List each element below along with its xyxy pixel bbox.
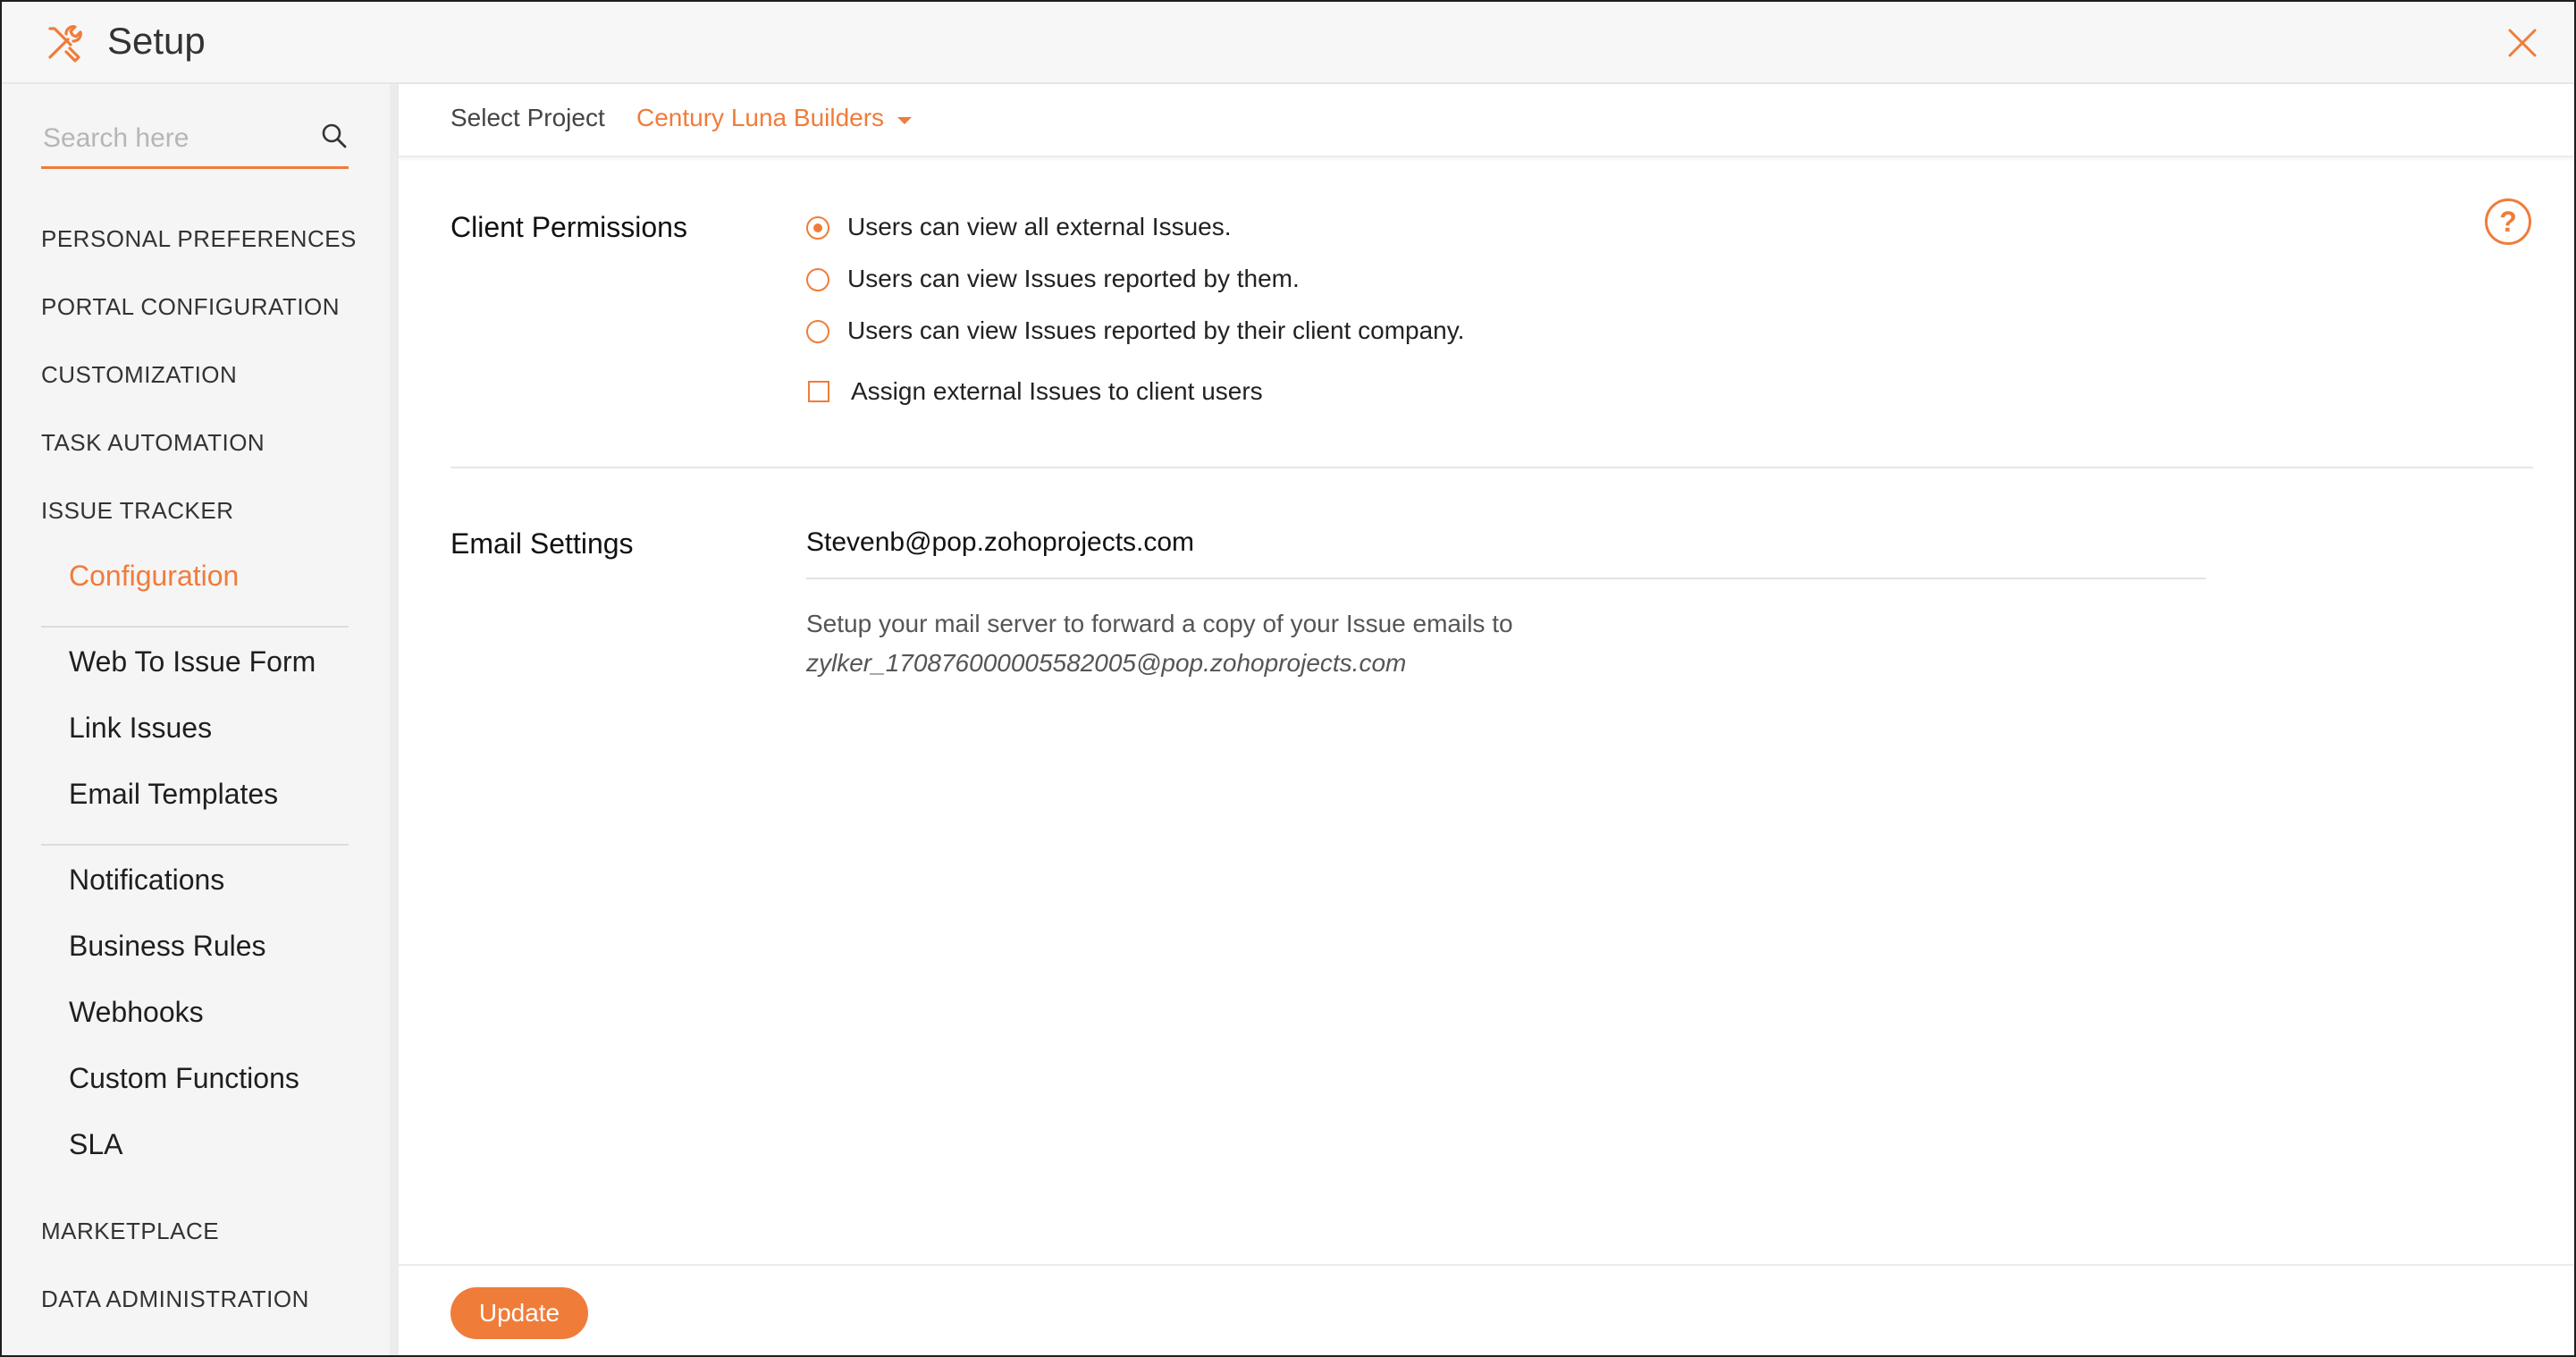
sidebar-item-web-to-issue-form[interactable]: Web To Issue Form: [69, 645, 316, 678]
sidebar-item-link-issues[interactable]: Link Issues: [69, 712, 213, 744]
help-icon[interactable]: ?: [2485, 198, 2531, 245]
sidebar-section-issue-tracker[interactable]: ISSUE TRACKER: [41, 497, 234, 524]
radio-label-view-all-external: Users can view all external Issues.: [847, 213, 1232, 240]
search-input[interactable]: [41, 118, 304, 159]
caret-down-icon[interactable]: [897, 116, 913, 125]
sidebar-section-personal-preferences[interactable]: PERSONAL PREFERENCES: [41, 225, 357, 252]
email-address-field[interactable]: Stevenb@pop.zohoprojects.com: [806, 527, 1195, 557]
project-selector-bar: [399, 84, 2574, 157]
email-help-text: Setup your mail server to forward a copy of your Issue emails to: [806, 610, 1513, 637]
assign-external-issues-label: Assign external Issues to client users: [851, 377, 1263, 405]
setup-sidebar: [2, 84, 399, 1355]
client-permissions-title: Client Permissions: [450, 211, 687, 243]
search-box: [41, 114, 349, 169]
radio-view-reported-by-them[interactable]: [806, 268, 829, 291]
search-icon[interactable]: [320, 122, 349, 150]
tools-icon: [45, 23, 84, 63]
radio-view-all-external[interactable]: [806, 216, 829, 240]
setup-header: [2, 2, 2574, 84]
update-button[interactable]: Update: [450, 1287, 588, 1339]
sidebar-section-customization[interactable]: CUSTOMIZATION: [41, 361, 238, 388]
sidebar-item-custom-functions[interactable]: Custom Functions: [69, 1062, 299, 1094]
section-divider: [450, 467, 2533, 468]
sidebar-item-notifications[interactable]: Notifications: [69, 864, 225, 896]
sidebar-item-webhooks[interactable]: Webhooks: [69, 996, 204, 1028]
project-dropdown[interactable]: Century Luna Builders: [636, 104, 885, 131]
page-title: Setup: [107, 20, 206, 62]
radio-view-reported-by-client-company[interactable]: [806, 320, 829, 343]
sidebar-section-data-administration[interactable]: DATA ADMINISTRATION: [41, 1285, 309, 1312]
sidebar-divider: [41, 626, 349, 628]
email-field-underline: [806, 577, 2206, 579]
sidebar-item-business-rules[interactable]: Business Rules: [69, 930, 266, 962]
sidebar-item-configuration[interactable]: Configuration: [69, 560, 240, 592]
forward-address: zylker_170876000005582005@pop.zohoprojects.com: [806, 649, 1407, 677]
email-settings-title: Email Settings: [450, 527, 634, 560]
sidebar-section-marketplace[interactable]: MARKETPLACE: [41, 1218, 220, 1244]
sidebar-section-task-automation[interactable]: TASK AUTOMATION: [41, 429, 265, 456]
main-content: [399, 84, 2574, 1355]
select-project-label: Select Project: [450, 104, 605, 131]
sidebar-item-email-templates[interactable]: Email Templates: [69, 778, 279, 810]
radio-label-view-reported-by-client-company: Users can view Issues reported by their client company.: [847, 316, 1465, 344]
footer-bar: [399, 1264, 2574, 1355]
radio-label-view-reported-by-them: Users can view Issues reported by them.: [847, 265, 1300, 292]
sidebar-section-portal-configuration[interactable]: PORTAL CONFIGURATION: [41, 293, 341, 320]
sidebar-item-sla[interactable]: SLA: [69, 1128, 123, 1160]
close-icon[interactable]: [2506, 27, 2538, 59]
sidebar-divider: [41, 844, 349, 846]
assign-external-issues-checkbox[interactable]: [808, 381, 829, 402]
